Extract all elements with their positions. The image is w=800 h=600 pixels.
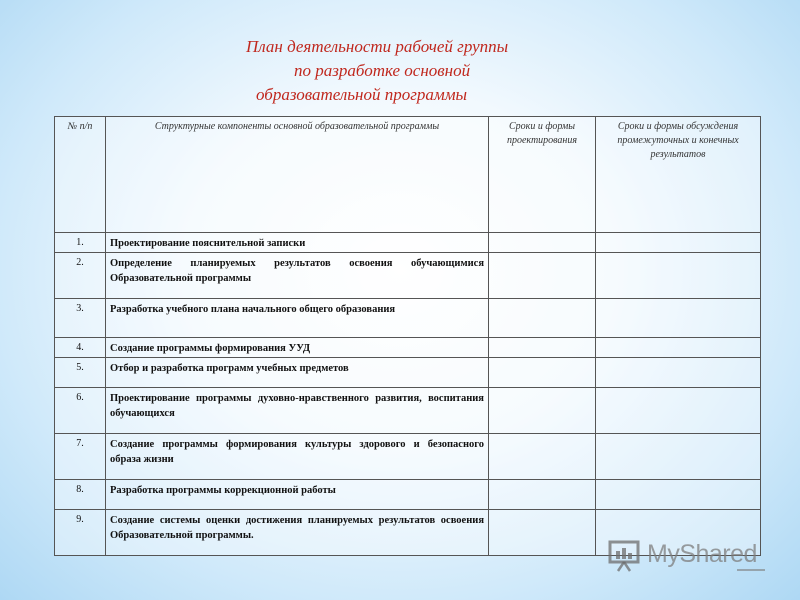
row-task: Отбор и разработка программ учебных предметов <box>106 358 489 388</box>
table-row <box>55 253 761 299</box>
row-design-cell <box>489 233 596 253</box>
table-row <box>55 480 761 510</box>
row-task: Проектирование пояснительной записки <box>106 233 489 253</box>
row-num: 7. <box>55 434 106 480</box>
row-design-cell <box>489 358 596 388</box>
row-discussion-cell <box>596 253 761 299</box>
title-line-2: по разработке основной <box>294 61 471 80</box>
plan-table <box>54 116 761 556</box>
watermark-text: MyShared <box>647 540 757 568</box>
row-num: 2. <box>55 253 106 299</box>
table-row <box>55 388 761 434</box>
header-num: № п/п <box>55 117 106 233</box>
row-task: Создание программы формирования культуры здорового и безопасного образа жизни <box>106 434 489 480</box>
row-task: Создание системы оценки достижения планируемых результатов освоения Образовательной программы. <box>106 510 489 556</box>
header-design-terms: Сроки и формы проектирования <box>489 117 596 233</box>
watermark-logo <box>607 537 767 577</box>
row-discussion-cell <box>596 233 761 253</box>
table-row <box>55 338 761 358</box>
row-discussion-cell <box>596 358 761 388</box>
row-discussion-cell <box>596 299 761 338</box>
row-task: Проектирование программы духовно-нравственного развития, воспитания обучающихся <box>106 388 489 434</box>
title-line-3: образовательной программы <box>256 85 468 104</box>
row-num: 5. <box>55 358 106 388</box>
row-design-cell <box>489 338 596 358</box>
row-num: 1. <box>55 233 106 253</box>
row-discussion-cell <box>596 388 761 434</box>
row-design-cell <box>489 388 596 434</box>
row-design-cell <box>489 253 596 299</box>
presentation-board-icon <box>607 537 643 573</box>
title-line-1: План деятельности рабочей группы <box>246 37 509 56</box>
row-task: Разработка учебного плана начального общего образования <box>106 299 489 338</box>
header-discussion-terms: Сроки и формы обсуждения промежуточных и конечных результатов <box>596 117 761 233</box>
table-row <box>55 233 761 253</box>
row-num: 3. <box>55 299 106 338</box>
row-task: Создание программы формирования УУД <box>106 338 489 358</box>
row-discussion-cell <box>596 434 761 480</box>
row-num: 6. <box>55 388 106 434</box>
row-task: Разработка программы коррекционной работы <box>106 480 489 510</box>
header-row <box>55 117 761 233</box>
row-num: 9. <box>55 510 106 556</box>
row-num: 4. <box>55 338 106 358</box>
row-design-cell <box>489 480 596 510</box>
row-design-cell <box>489 434 596 480</box>
table-row <box>55 434 761 480</box>
row-design-cell <box>489 510 596 556</box>
watermark-underline <box>737 569 765 571</box>
row-design-cell <box>489 299 596 338</box>
row-discussion-cell <box>596 480 761 510</box>
table-row <box>55 358 761 388</box>
header-components: Структурные компоненты основной образовательной программы <box>106 117 489 233</box>
row-discussion-cell <box>596 338 761 358</box>
table-row <box>55 299 761 338</box>
row-num: 8. <box>55 480 106 510</box>
row-task: Определение планируемых результатов освоения обучающимися Образовательной программы <box>106 253 489 299</box>
